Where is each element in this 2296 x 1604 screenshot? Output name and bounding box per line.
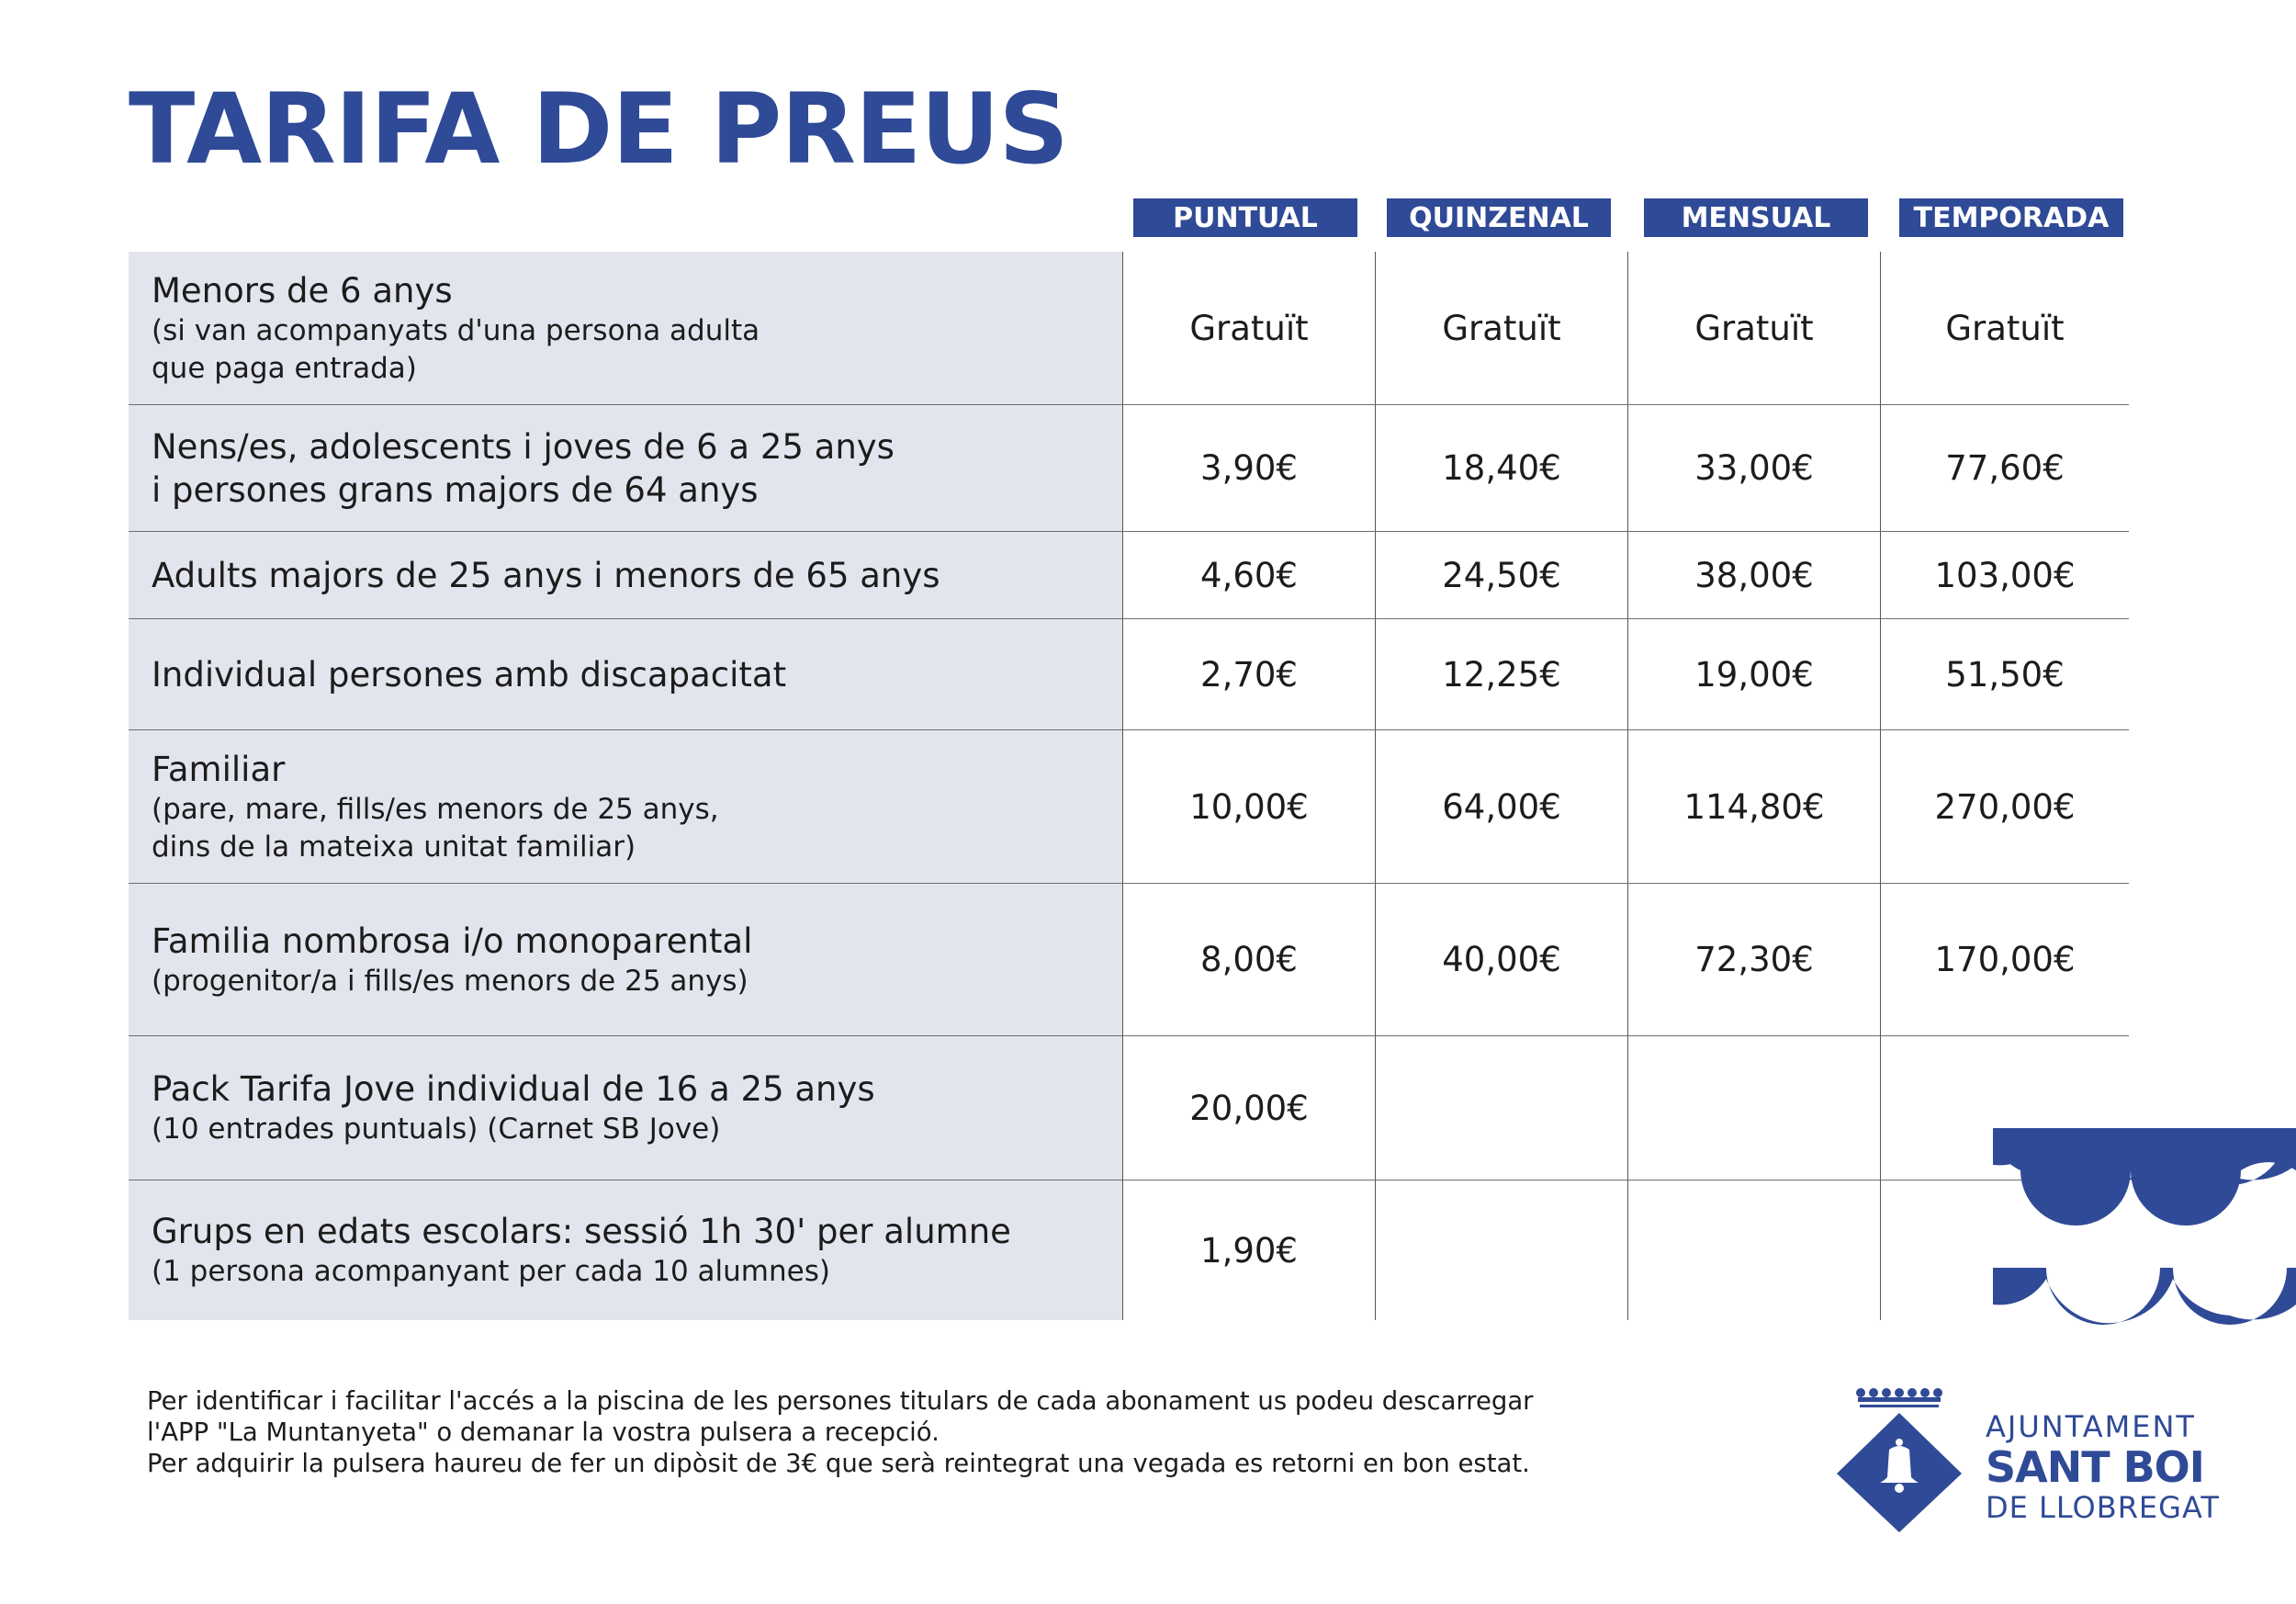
price-cell-temporada: 103,00€ [1934,555,2076,595]
price-cell-mensual: 72,30€ [1628,884,1881,1035]
price-cell-mensual: 19,00€ [1628,619,1881,729]
row-subtitle: (progenitor/a i fills/es menors de 25 anys) [152,964,748,998]
price-cell-puntual: 3,90€ [1123,405,1376,531]
price-cell-quinzenal: 40,00€ [1376,884,1628,1035]
price-cell-mensual: 33,00€ [1628,405,1881,531]
logo-line-1: AJUNTAMENT [1986,1409,2196,1444]
row-label [129,1036,1123,1180]
row-title: Individual persones amb discapacitat [152,654,787,695]
table-row [129,532,2129,619]
price-cell-puntual: 8,00€ [1123,884,1376,1035]
column-header-puntual: PUNTUAL [1133,198,1357,237]
price-cell-quinzenal: Gratuït [1376,252,1628,404]
logo-text [1986,1410,2220,1524]
table-row [129,252,2129,405]
row-title-line2: i persones grans majors de 64 anys [152,469,759,510]
footnote-line: Per adquirir la pulsera haureu de fer un dipòsit de 3€ que serà reintegrat una vegada es retorni en bon estat. [147,1449,1530,1478]
column-header-temporada: TEMPORADA [1899,198,2123,237]
footnote [147,1385,1534,1479]
table-row [129,730,2129,884]
row-label [129,730,1123,883]
row-label [129,884,1123,1035]
table-row [129,1036,2129,1180]
row-label [129,405,1123,531]
row-subtitle: (si van acompanyats d'una persona adulta [152,313,760,347]
price-cell-puntual: 4,60€ [1123,532,1376,618]
row-subtitle: (pare, mare, fills/es menors de 25 anys, [152,792,719,826]
price-table [129,252,2129,1320]
table-row [129,619,2129,730]
price-cell-puntual: 10,00€ [1123,730,1376,883]
row-subtitle: que paga entrada) [152,351,417,385]
price-cell-quinzenal: 24,50€ [1376,532,1628,618]
row-title: Menors de 6 anys [152,270,453,311]
footnote-line: l'APP "La Muntanyeta" o demanar la vostra pulsera a recepció. [147,1418,940,1447]
row-label [129,532,1123,618]
price-cell-mensual [1628,1180,1881,1320]
price-cell-puntual: 20,00€ [1123,1036,1376,1180]
price-cell-quinzenal: 64,00€ [1376,730,1628,883]
table-row [129,405,2129,532]
price-cell-mensual: Gratuït [1628,252,1881,404]
price-cell-temporada: Gratuït [1945,308,2065,348]
column-header-quinzenal: QUINZENAL [1387,198,1611,237]
row-title: Pack Tarifa Jove individual de 16 a 25 anys [152,1069,875,1109]
price-cell-temporada: 170,00€ [1934,940,2076,979]
price-cell-mensual: 38,00€ [1628,532,1881,618]
price-cell-quinzenal: 12,25€ [1376,619,1628,729]
row-label [129,1180,1123,1320]
table-row [129,1180,2129,1320]
row-title: Familia nombrosa i/o monoparental [152,921,753,961]
row-title: Familiar [152,749,286,789]
price-cell-puntual: 2,70€ [1123,619,1376,729]
price-cell-temporada: 77,60€ [1945,448,2065,488]
row-label [129,619,1123,729]
price-cell-puntual: Gratuït [1123,252,1376,404]
sant-boi-bell-crest-icon [1832,1385,1970,1532]
price-cell-puntual: 1,90€ [1123,1180,1376,1320]
row-label [129,252,1123,404]
column-header-mensual: MENSUAL [1644,198,1868,237]
wave-decoration-icon [1993,1128,2296,1367]
row-subtitle: (1 persona acompanyant per cada 10 alumnes) [152,1255,830,1288]
price-cell-mensual [1628,1036,1881,1180]
price-cell-temporada: 270,00€ [1934,786,2076,827]
footnote-line: Per identificar i facilitar l'accés a la piscina de les persones titulars de cada abonament us podeu descarregar [147,1386,1534,1416]
row-title: Grups en edats escolars: sessió 1h 30' per alumne [152,1212,1011,1251]
row-subtitle: (10 entrades puntuals) (Carnet SB Jove) [152,1113,721,1146]
price-cell-quinzenal: 18,40€ [1376,405,1628,531]
table-row [129,884,2129,1036]
row-subtitle: dins de la mateixa unitat familiar) [152,830,636,864]
page-title: TARIFA DE PREUS [129,73,1068,186]
price-cell-mensual: 114,80€ [1628,730,1881,883]
price-cell-quinzenal [1376,1180,1628,1320]
logo-line-2: SANT BOI [1986,1442,2204,1492]
logo-line-3: DE LLOBREGAT [1986,1490,2220,1525]
row-title: Nens/es, adolescents i joves de 6 a 25 anys [152,426,895,467]
price-cell-temporada: 51,50€ [1945,654,2065,695]
row-title: Adults majors de 25 anys i menors de 65 anys [152,555,940,595]
price-cell-quinzenal [1376,1036,1628,1180]
